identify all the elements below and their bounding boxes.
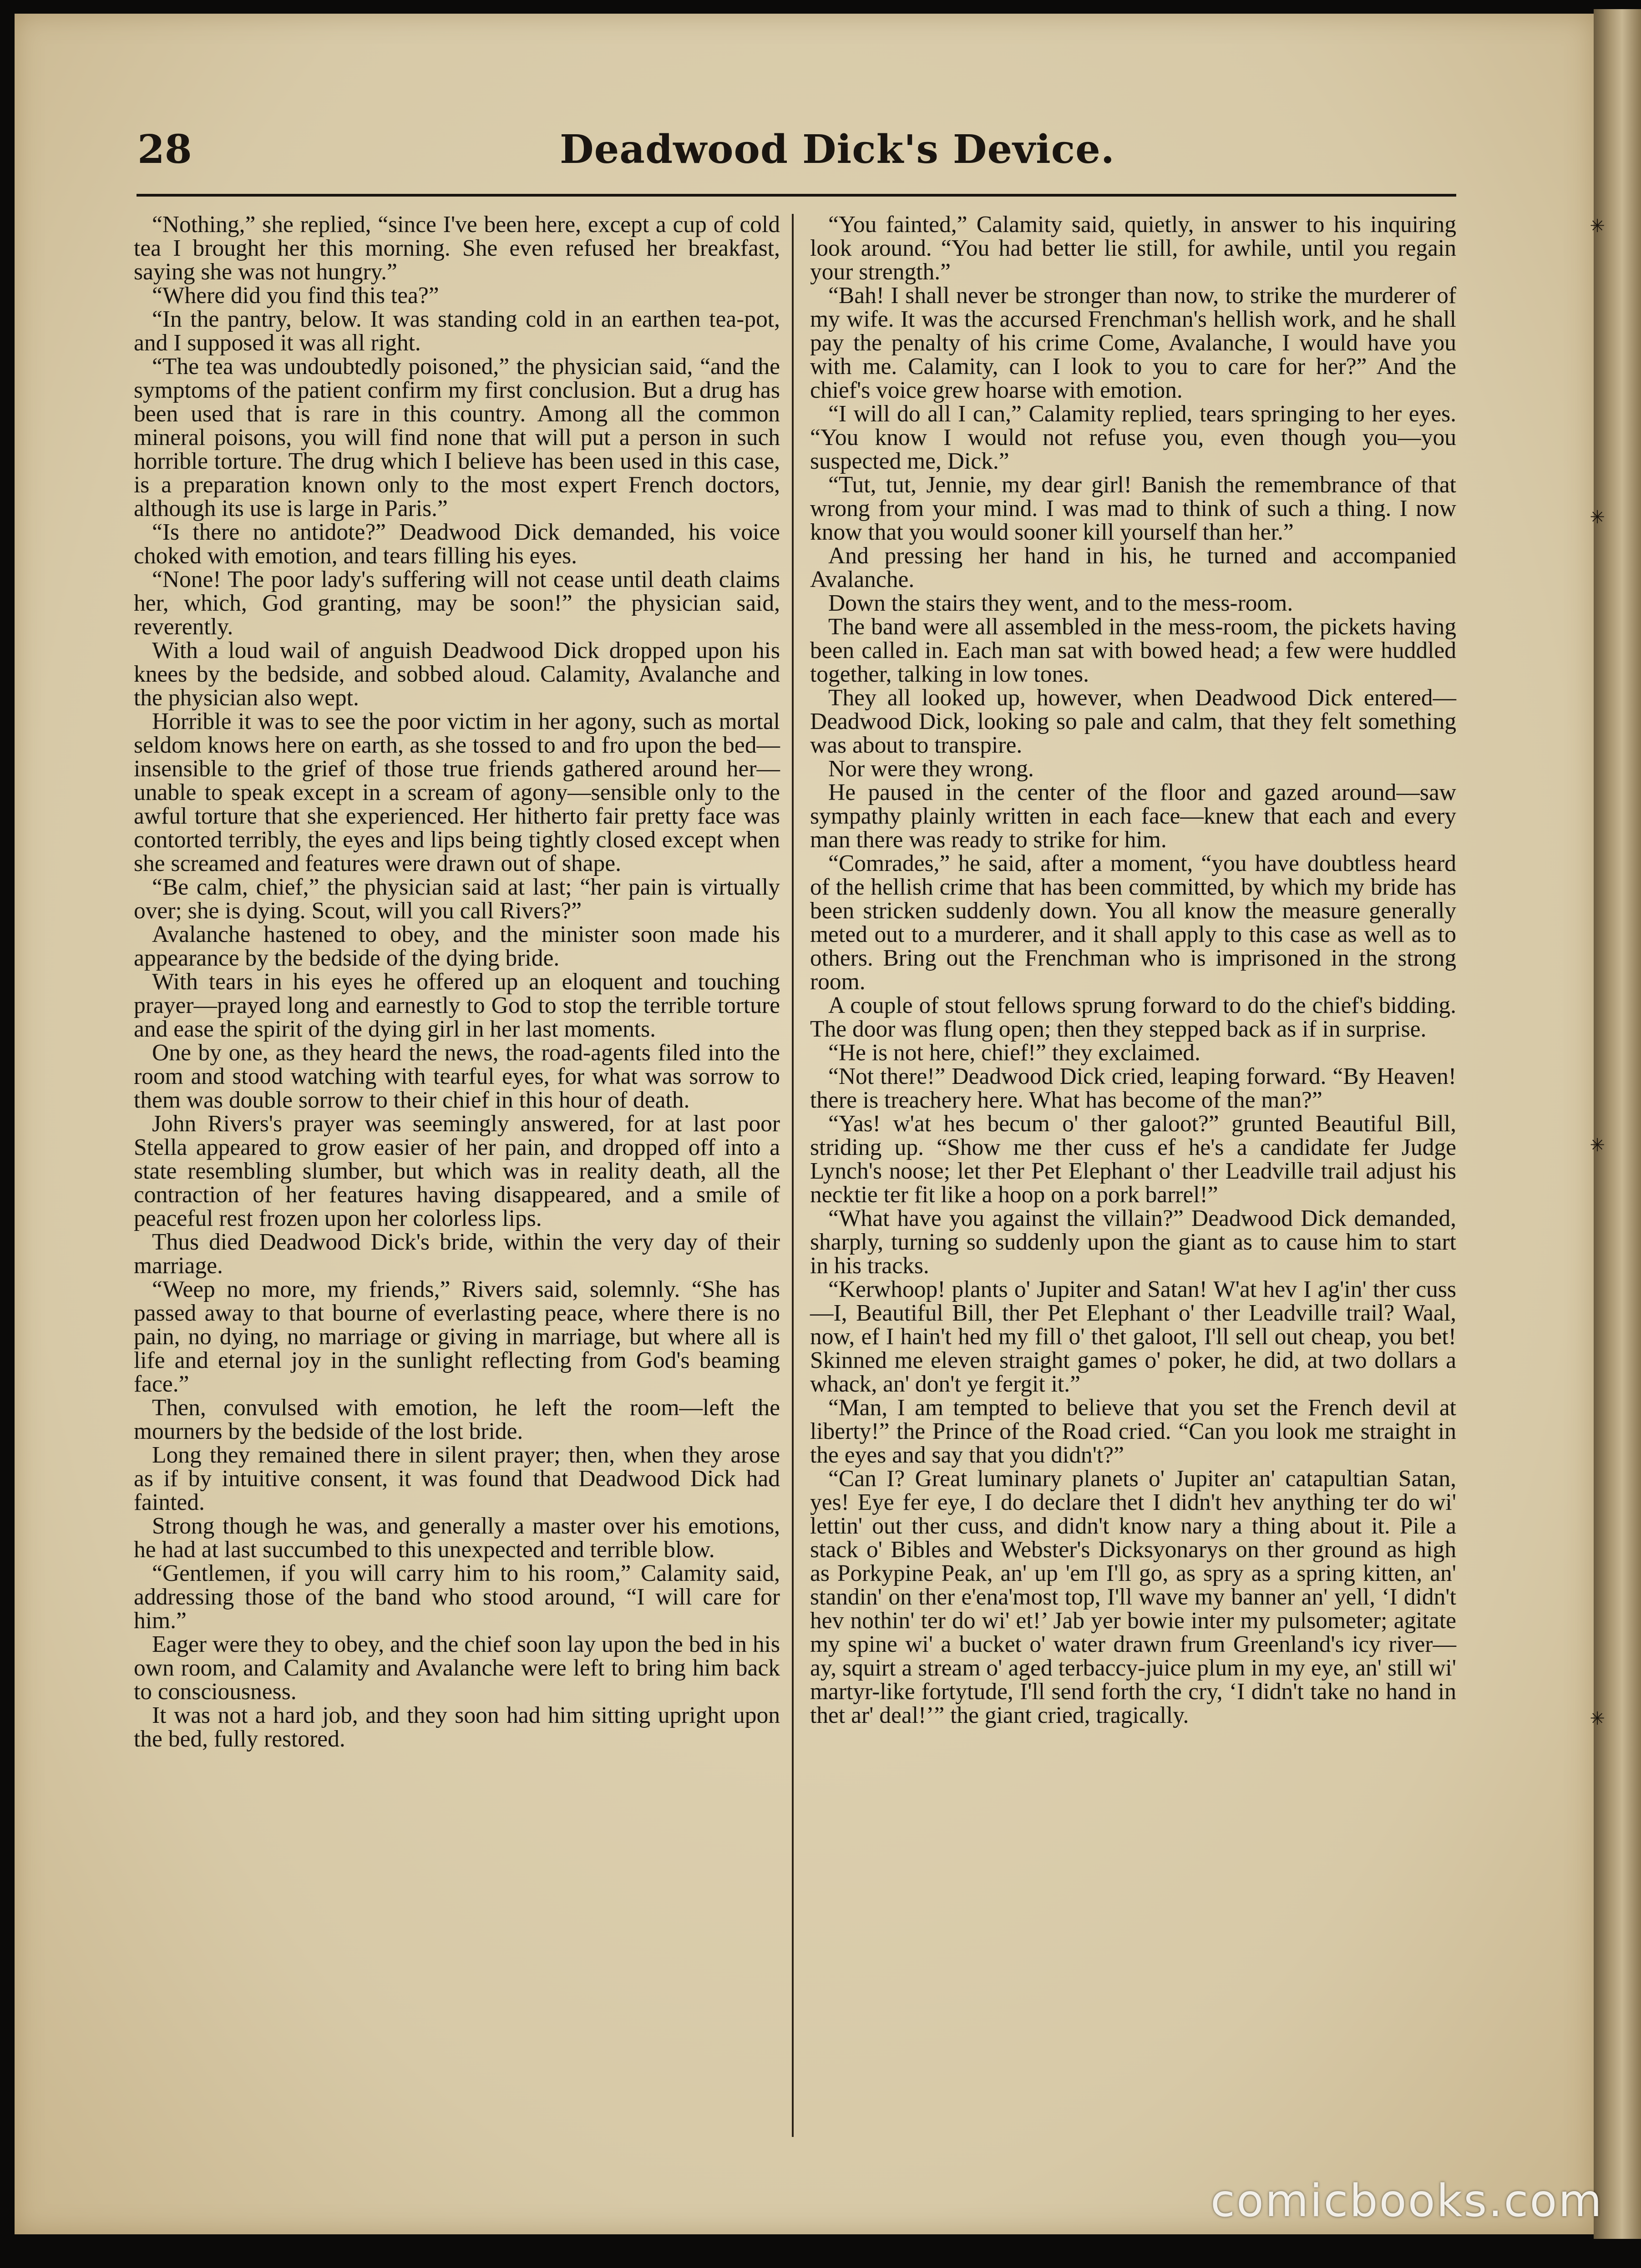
binding-stitch: ✳: [1590, 216, 1605, 237]
left-column: [134, 213, 780, 1751]
paragraph: “Is there no antidote?” Deadwood Dick demanded, his voice choked with emotion, and tears filling his eyes.: [134, 519, 780, 569]
column-divider: [792, 214, 794, 2137]
paragraph: “Comrades,” he said, after a moment, “you have doubtless heard of the hellish crime that has been committed, by which my bride has been stricken suddenly down. You all know the measure generally meted out to a murderer, and it shall apply to this case as well as to others. Bring out the Frenchman who is imprisoned in the strong room.: [810, 850, 1456, 995]
binding-stitch: ✳: [1590, 1708, 1605, 1729]
header-rule: [137, 194, 1456, 197]
paragraph: Then, convulsed with emotion, he left the room—left the mourners by the bedside of the lost bride.: [134, 1395, 780, 1444]
paragraph: “Not there!” Deadwood Dick cried, leaping forward. “By Heaven! there is treachery here. What has become of the man?”: [810, 1063, 1456, 1113]
paragraph: “Weep no more, my friends,” Rivers said, solemnly. “She has passed away to that bourne of everlasting peace, where there is no pain, no dying, no marriage or giving in marriage, but where all is life and eternal joy in the sunlight reflecting from God's beaming face.”: [134, 1276, 780, 1397]
paragraph: With tears in his eyes he offered up an eloquent and touching prayer—prayed long and earnestly to God to stop the terrible torture and ease the spirit of the dying girl in her last moments.: [134, 969, 780, 1042]
watermark: comicbooks.com: [1210, 2175, 1603, 2227]
paragraph: A couple of stout fellows sprung forward to do the chief's bidding. The door was flung open; then they stepped back as if in surprise.: [810, 992, 1456, 1042]
paragraph: “Tut, tut, Jennie, my dear girl! Banish the remembrance of that wrong from your mind. I was mad to think of such a thing. I now know that you would sooner kill yourself than her.”: [810, 472, 1456, 545]
paragraph: He paused in the center of the floor and gazed around—saw sympathy plainly written in each face—knew that each and every man there was ready to strike for him.: [810, 780, 1456, 853]
paragraph: “Bah! I shall never be stronger than now, to strike the murderer of my wife. It was the accursed Frenchman's hellish work, and he shall pay the penalty of his crime Come, Avalanche, I would have you with me. Calamity, can I look to you to care for her?” And the chief's voice grew hoarse with emotion.: [810, 283, 1456, 403]
paragraph: “Nothing,” she replied, “since I've been here, except a cup of cold tea I brought her this morning. She even refused her breakfast, saying she was not hungry.”: [134, 212, 780, 285]
paragraph: “Yas! w'at hes becum o' ther galoot?” grunted Beautiful Bill, striding up. “Show me ther cuss ef he's a candidate fer Judge Lynch's noose; let ther Pet Elephant o' ther Leadville trail adjust his necktie ter fit like a hoop on a pork barrel!”: [810, 1111, 1456, 1208]
paragraph: “None! The poor lady's suffering will not cease until death claims her, which, God granting, may be soon!” the physician said, reverently.: [134, 567, 780, 640]
binding-stitch: ✳: [1590, 507, 1605, 528]
paragraph: Horrible it was to see the poor victim in her agony, such as mortal seldom knows here on earth, as she tossed to and fro upon the bed—insensible to the grief of those true friends gathered around her—unable to speak except in a scream of agony—sensible only to the awful torture that she experienced. Her hitherto fair pretty face was contorted terribly, the eyes and lips being tightly closed except when she screamed and features were drawn out of shape.: [134, 709, 780, 876]
paragraph: “The tea was undoubtedly poisoned,” the physician said, “and the symptoms of the patient confirm my first conclusion. But a drug has been used that is rare in this country. Among all the common mineral poisons, you will find none that will put a person in such horrible torture. The drug which I believe has been used in this case, is a preparation known only to the most expert French doctors, although its use is large in Paris.”: [134, 354, 780, 521]
paragraph: “Where did you find this tea?”: [152, 283, 439, 309]
paragraph: “Be calm, chief,” the physician said at last; “her pain is virtually over; she is dying. Scout, will you call Rivers?”: [134, 874, 780, 924]
paragraph: Strong though he was, and generally a master over his emotions, he had at last succumbed to this unexpected and terrible blow.: [134, 1513, 780, 1563]
paragraph: John Rivers's prayer was seemingly answered, for at last poor Stella appeared to grow easier of her pain, and dropped off into a state resembling slumber, but which was in reality death, all the contraction of her features having disappeared, and a smile of peaceful rest frozen upon her colorless lips.: [134, 1111, 780, 1231]
paragraph: “In the pantry, below. It was standing cold in an earthen tea-pot, and I supposed it was all right.: [134, 306, 780, 356]
paragraph: “You fainted,” Calamity said, quietly, in answer to his inquiring look around. “You had better lie still, for awhile, until you regain your strength.”: [810, 212, 1456, 285]
paragraph: “He is not here, chief!” they exclaimed.: [828, 1040, 1200, 1066]
paragraph: “I will do all I can,” Calamity replied, tears springing to her eyes. “You know I would not refuse you, even though you—you suspected me, Dick.”: [810, 401, 1456, 474]
paragraph: With a loud wail of anguish Deadwood Dick dropped upon his knees by the bedside, and sobbed aloud. Calamity, Avalanche and the physician also wept.: [134, 638, 780, 711]
paragraph: Eager were they to obey, and the chief soon lay upon the bed in his own room, and Calamity and Avalanche were left to bring him back to consciousness.: [134, 1631, 780, 1705]
paragraph: Nor were they wrong.: [828, 756, 1034, 782]
book-spine: [1594, 9, 1641, 2239]
paragraph: “What have you against the villain?” Deadwood Dick demanded, sharply, turning so suddenly upon the giant as to cause him to start in his tracks.: [810, 1205, 1456, 1279]
paragraph: “Gentlemen, if you will carry him to his room,” Calamity said, addressing those of the band who stood around, “I will care for him.”: [134, 1560, 780, 1634]
paragraph: “Man, I am tempted to believe that you set the French devil at liberty!” the Prince of the Road cried. “Can you look me straight in the eyes and say that you didn't?”: [810, 1395, 1456, 1468]
paragraph: “Can I? Great luminary planets o' Jupiter an' catapultian Satan, yes! Eye fer eye, I do declare thet I didn't hev anything ter do wi' lettin' out ther cuss, and didn't know nary a thing about it. Pile a stack o' Bibles and Webster's Dicksyonarys on ther ground as high as Porkypine Peak, an' up 'em I'll go, as spry as a spring kitten, an' standin' on ther e'ena'most top, I'll wave my banner an' yell, ‘I didn't hev nothin' ter do wi' et!’ Jab yer bowie inter my pulsometer; agitate my spine wi' a bucket o' water drawn frum Greenland's icy river—ay, squirt a stream o' aged terbaccy-juice plum in my eye, an' still wi' martyr-like fortytude, I'll send forth the cry, ‘I didn't take no hand in thet ar' deal!’” the giant cried, tragically.: [810, 1466, 1456, 1728]
paragraph: Avalanche hastened to obey, and the minister soon made his appearance by the bedside of the dying bride.: [134, 921, 780, 971]
paragraph: Thus died Deadwood Dick's bride, within the very day of their marriage.: [134, 1229, 780, 1279]
running-title: Deadwood Dick's Device.: [560, 127, 1115, 172]
paragraph: It was not a hard job, and they soon had him sitting upright upon the bed, fully restored.: [134, 1702, 780, 1752]
page-number: 28: [137, 127, 192, 172]
paragraph: “Kerwhoop! plants o' Jupiter and Satan! W'at hev I ag'in' ther cuss—I, Beautiful Bill, ther Pet Elephant o' ther Leadville trail? Waal, now, ef I hain't hed my fill o' thet galoot, I'll sell out cheap, you bet! Skinned me eleven straight games o' poker, he did, at two dollars a whack, an' don't ye fergit it.”: [810, 1276, 1456, 1397]
paragraph: One by one, as they heard the news, the road-agents filed into the room and stood watching with tearful eyes, for what was sorrow to them was double sorrow to their chief in this hour of death.: [134, 1040, 780, 1113]
paragraph: And pressing her hand in his, he turned and accompanied Avalanche.: [810, 543, 1456, 592]
paragraph: Down the stairs they went, and to the mess-room.: [828, 590, 1293, 616]
paragraph: The band were all assembled in the mess-room, the pickets having been called in. Each man sat with bowed head; a few were huddled together, talking in low tones.: [810, 614, 1456, 687]
right-column: [810, 213, 1456, 1727]
binding-stitch: ✳: [1590, 1135, 1605, 1156]
paragraph: Long they remained there in silent prayer; then, when they arose as if by intuitive consent, it was found that Deadwood Dick had fainted.: [134, 1442, 780, 1515]
paragraph: They all looked up, however, when Deadwood Dick entered—Deadwood Dick, looking so pale and calm, that they felt something was about to transpire.: [810, 685, 1456, 758]
